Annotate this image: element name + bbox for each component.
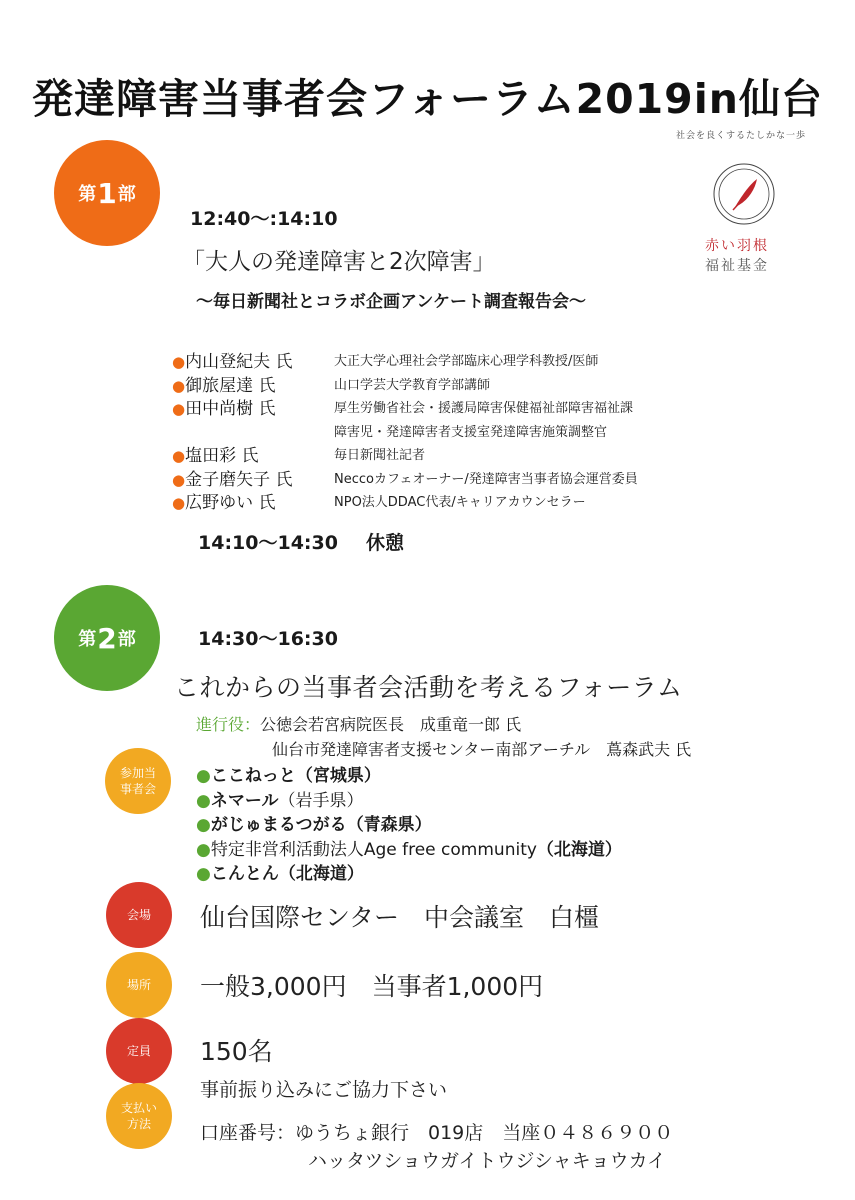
part1-time: 12:40〜:14:10 [190, 208, 338, 230]
group-region: （青森県） [346, 815, 432, 835]
payment-badge [106, 1083, 172, 1149]
fee-text: 一般3,000円 当事者1,000円 [200, 972, 544, 1001]
capacity-badge-label: 定員 [126, 1043, 151, 1058]
participants-badge-line1: 参加当 [119, 765, 156, 780]
group-item [196, 786, 622, 811]
part1-badge [54, 140, 160, 246]
group-name: こんとん [210, 864, 279, 884]
speaker-affiliation: 障害児・発達障害者支援室発達障害施策調整官 [334, 424, 608, 440]
break-label: 休憩 [365, 532, 404, 554]
speaker-name: 金子磨矢子 氏 [185, 469, 293, 490]
part2-title: これからの当事者会活動を考えるフォーラム [174, 673, 683, 702]
speaker-affiliation: 毎日新聞社記者 [334, 448, 426, 463]
bullet-icon: ● [196, 864, 211, 884]
moderator-line2: 仙台市発達障害者支援センター南部アーチル 蔦森武夫 氏 [272, 740, 692, 759]
red-feather-icon [713, 163, 775, 225]
bullet-icon: ● [196, 839, 211, 860]
group-name: 特定非営利活動法人Age free community [210, 839, 537, 860]
participants-badge [105, 748, 171, 814]
participant-groups [196, 761, 622, 884]
part1-badge-prefix: 第 [78, 184, 97, 205]
part2-badge-number: 2 [97, 621, 117, 655]
bullet-icon: ● [196, 815, 211, 835]
payment-badge-line2: 方法 [126, 1117, 151, 1131]
break-time: 14:10〜14:30 [198, 532, 338, 554]
speaker-name: 御旅屋達 氏 [185, 375, 276, 396]
bullet-icon: ● [196, 790, 211, 811]
payment-account-name: ハッタツショウガイトウジシャキョウカイ [308, 1150, 667, 1172]
part2-time: 14:30〜16:30 [198, 628, 338, 650]
part1-badge-number: 1 [97, 176, 117, 210]
bullet-icon: ● [172, 447, 186, 465]
part1-title: 「大人の発達障害と2次障害」 [182, 249, 496, 275]
speaker-affiliation: 厚生労働省社会・援護局障害保健福祉部障害福祉課 [334, 401, 634, 416]
speaker-name: 内山登紀夫 氏 [185, 352, 293, 372]
speaker-name: 広野ゆい 氏 [185, 493, 276, 513]
bullet-icon: ● [172, 400, 186, 418]
speaker-name: 塩田彩 氏 [185, 446, 259, 466]
group-region: （宮城県） [295, 766, 381, 786]
group-name: ここねっと [210, 766, 296, 786]
bullet-icon: ● [172, 376, 186, 395]
fee-badge-label: 場所 [126, 977, 151, 992]
bullet-icon: ● [196, 766, 211, 786]
bullet-icon: ● [172, 494, 186, 512]
moderator-line1 [196, 712, 521, 735]
logo-tagline: 社会を良くするたしかな一歩 [675, 131, 806, 141]
payment-badge-line1: 支払い [120, 1100, 157, 1115]
participants-badge-line2: 事者会 [119, 782, 156, 796]
payment-account: 口座番号：ゆうちょ銀行 019店 当座０４８６９００ [200, 1122, 674, 1144]
group-region: （北海道） [278, 864, 364, 884]
group-item [196, 761, 622, 786]
bullet-icon: ● [172, 470, 186, 489]
moderator-label: 進行役： [196, 715, 261, 734]
red-feather-logo [674, 128, 814, 278]
group-region: （北海道） [536, 839, 622, 860]
group-item [196, 835, 622, 860]
speaker-affiliation: 山口学芸大学教育学部講師 [334, 377, 491, 393]
group-item [196, 859, 622, 884]
speaker-name: 田中尚樹 氏 [185, 399, 276, 419]
venue-badge [106, 882, 172, 948]
part2-badge [54, 585, 160, 691]
venue-badge-label: 会場 [126, 907, 151, 922]
break-line [198, 528, 404, 555]
page-title: 発達障害当事者会フォーラム2019in仙台 [32, 75, 823, 123]
bullet-icon: ● [172, 353, 186, 371]
part1-subtitle: 〜毎日新聞社とコラボ企画アンケート調査報告会〜 [196, 292, 586, 312]
group-region: （岩手県） [278, 790, 364, 811]
part2-badge-prefix: 第 [78, 629, 97, 650]
moderator-name1: 公徳会若宮病院医長 成重竜一郎 氏 [260, 715, 522, 734]
speaker-affiliation: 大正大学心理社会学部臨床心理学科教授/医師 [334, 354, 599, 369]
fee-badge [106, 952, 172, 1018]
part2-badge-suffix: 部 [117, 629, 136, 650]
capacity-badge [106, 1018, 172, 1084]
speaker-affiliation: NPO法人DDAC代表/キャリアカウンセラー [334, 495, 586, 510]
part1-badge-suffix: 部 [117, 184, 136, 205]
venue-text: 仙台国際センター 中会議室 白橿 [200, 903, 600, 932]
logo-name-line1: 赤い羽根 [705, 238, 769, 254]
speaker-affiliation: Neccoカフェオーナー/発達障害当事者協会運営委員 [334, 471, 638, 487]
group-name: ネマール [210, 790, 279, 811]
group-item [196, 810, 622, 835]
logo-name-line2: 福祉基金 [705, 258, 769, 274]
group-name: がじゅまるつがる [210, 815, 347, 835]
capacity-text: 150名 [200, 1037, 273, 1066]
payment-note: 事前振り込みにご協力下さい [200, 1079, 448, 1101]
